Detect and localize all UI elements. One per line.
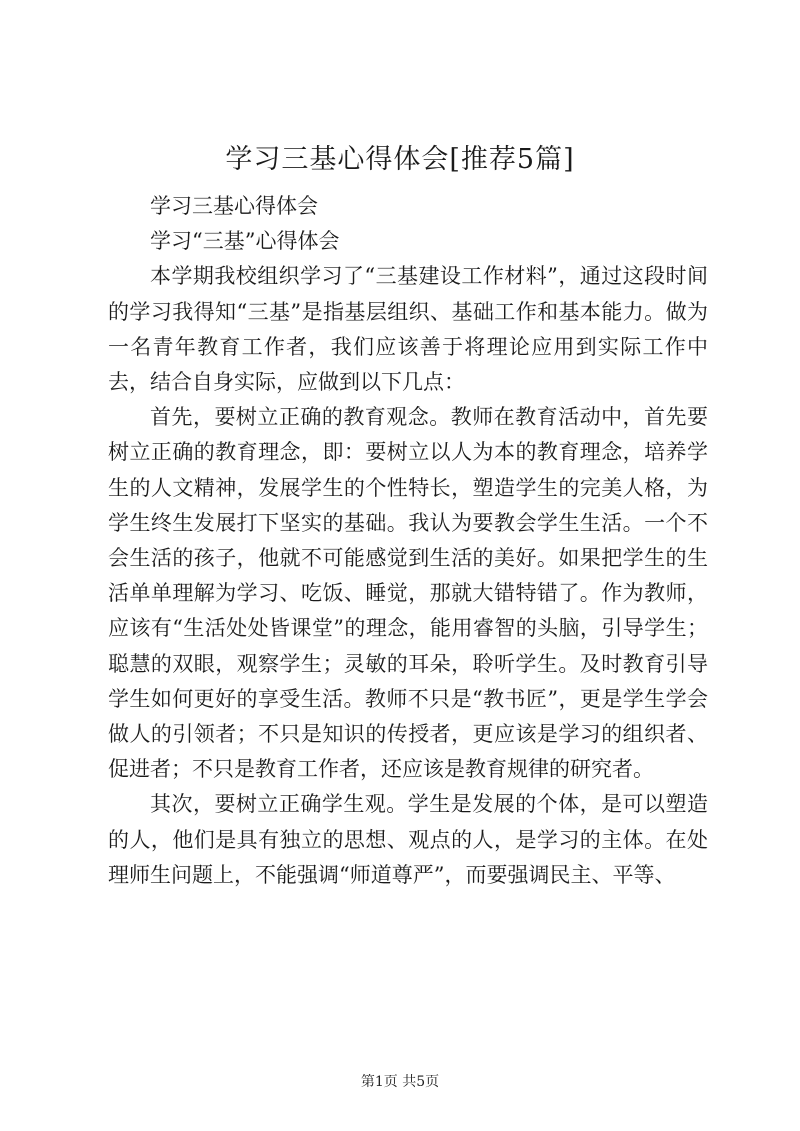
paragraph: 其次，要树立正确学生观。学生是发展的个体，是可以塑造的人，他们是具有独立的思想、观点的人，是学习的主体。在处理师生问题上，不能强调“师道尊严”，而要强调民主、平等、 [108, 792, 708, 887]
document-title: 学习三基心得体会[推荐5篇] [225, 144, 575, 175]
document-body [108, 189, 708, 893]
page-footer: 第1页 共5页 [360, 1074, 440, 1090]
paragraph: 本学期我校组织学习了“三基建设工作材料”，通过这段时间的学习我得知“三基”是指基层组织、基础工作和基本能力。做为一名青年教育工作者，我们应该善于将理论应用到实际工作中去，结合自身实际，应做到以下几点： [108, 264, 708, 395]
subtitle-line: 学习三基心得体会 [150, 194, 318, 218]
paragraph: 首先，要树立正确的教育观念。教师在教育活动中，首先要树立正确的教育理念，即：要树立以人为本的教育理念，培养学生的人文精神，发展学生的个性特长，塑造学生的完美人格，为学生终生发展打下坚实的基础。我认为要教会学生生活。一个不会生活的孩子，他就不可能感觉到生活的美好。如果把学生的生活单单理解为学习、吃饭、睡觉，那就大错特错了。作为教师，应该有“生活处处皆课堂”的理念，能用睿智的头脑，引导学生；聪慧的双眼，观察学生；灵敏的耳朵，聆听学生。及时教育引导学生如何更好的享受生活。教师不只是“教书匠”，更是学生学会做人的引领者；不只是知识的传授者，更应该是学习的组织者、促进者；不只是教育工作者，还应该是教育规律的研究者。 [108, 405, 708, 782]
subtitle-line: 学习“三基”心得体会 [150, 229, 340, 254]
